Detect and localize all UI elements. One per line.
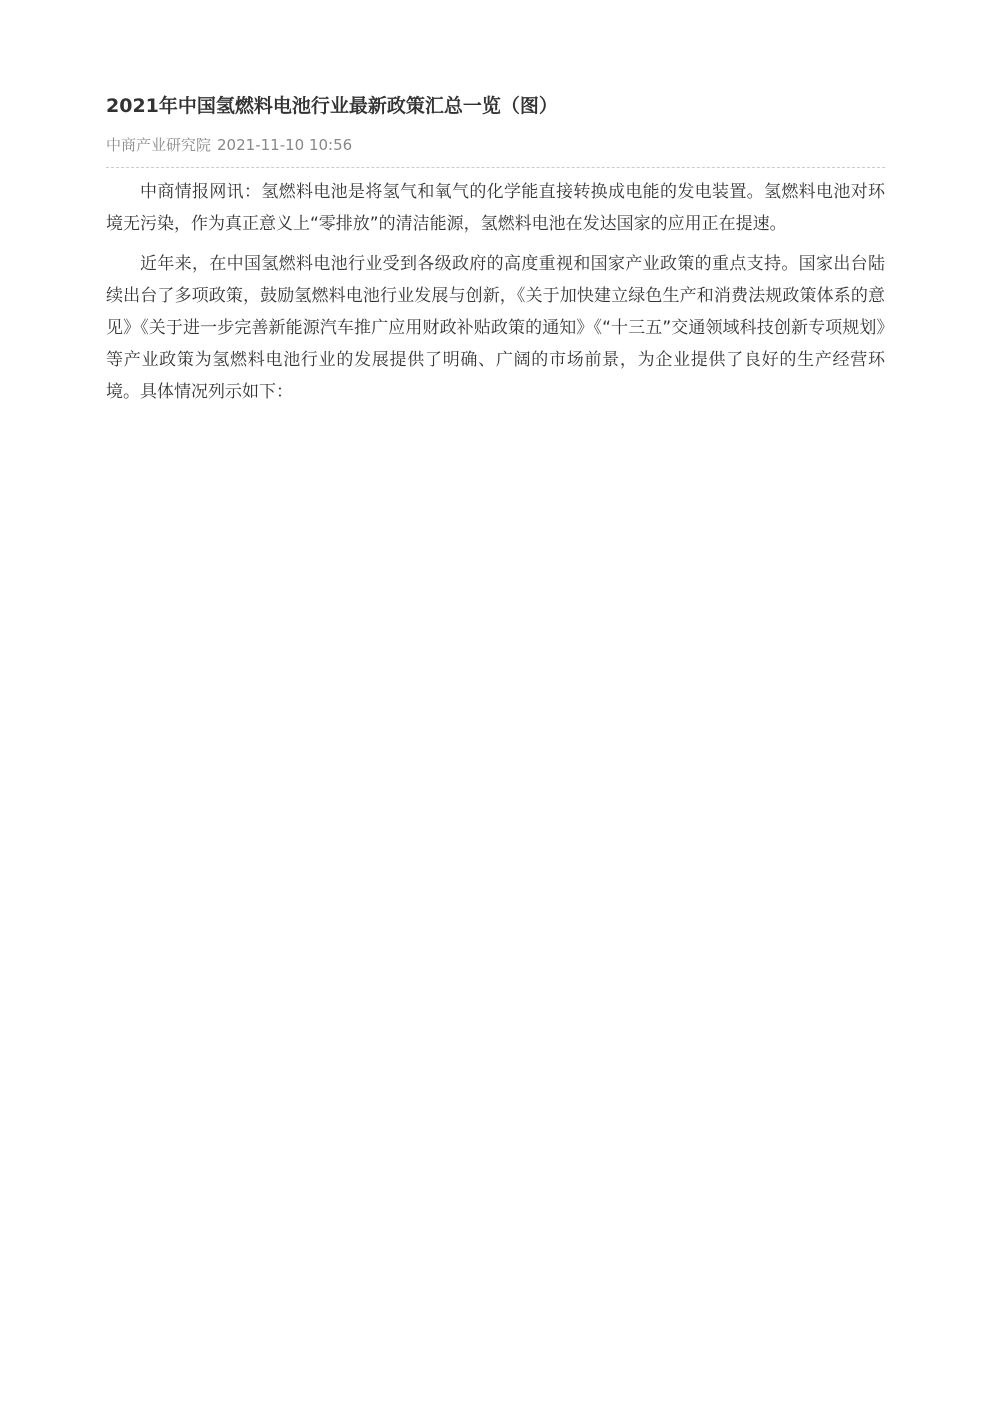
- article-body: [106, 176, 885, 416]
- paragraph: 近年来，在中国氢燃料电池行业受到各级政府的高度重视和国家产业政策的重点支持。国家出台陆续出台了多项政策，鼓励氢燃料电池行业发展与创新，《关于加快建立绿色生产和消费法规政策体系的意见》《关于进一步完善新能源汽车推广应用财政补贴政策的通知》《“十三五”交通领域科技创新专项规划》等产业政策为氢燃料电池行业的发展提供了明确、广阔的市场前景，为企业提供了良好的生产经营环境。具体情况列示如下：: [106, 254, 885, 402]
- divider: [106, 167, 885, 168]
- paragraph: 中商情报网讯：氢燃料电池是将氢气和氧气的化学能直接转换成电能的发电装置。氢燃料电池对环境无污染，作为真正意义上“零排放”的清洁能源，氢燃料电池在发达国家的应用正在提速。: [106, 182, 885, 234]
- article-date: 2021-11-10 10:56: [217, 136, 353, 154]
- article-meta: [106, 134, 352, 156]
- article-title: 2021年中国氢燃料电池行业最新政策汇总一览（图）: [106, 95, 558, 117]
- article-source: 中商产业研究院: [106, 136, 212, 154]
